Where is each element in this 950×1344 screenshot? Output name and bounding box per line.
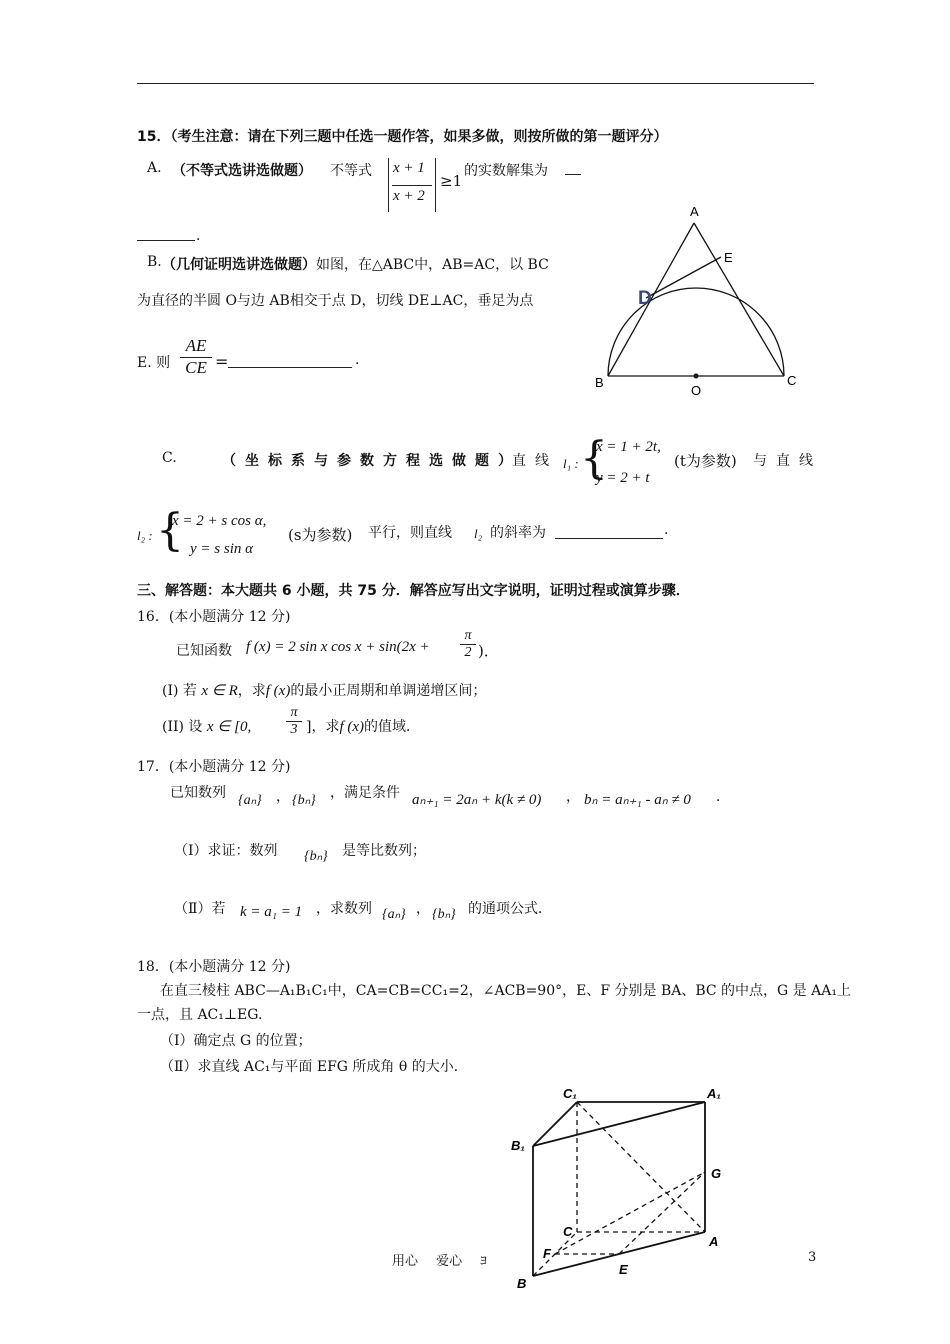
l2-param: (s为参数)	[288, 526, 353, 544]
q17-given-b: ，满足条件	[330, 785, 400, 801]
q15c-end: .	[664, 522, 669, 538]
q15-header: 15．（考生注意：请在下列三题中任选一题作答，如果多做，则按所做的第一题评分）	[137, 129, 668, 145]
q15b-eq: =	[215, 352, 229, 371]
label-c: C	[563, 1224, 573, 1239]
edge-b1-a1	[533, 1102, 705, 1146]
prism-figure	[505, 1080, 750, 1295]
q16-p2-a: (II) 设	[162, 719, 203, 735]
q16-p2-e: 的值域．	[364, 719, 421, 735]
abs-numerator: x + 1	[393, 160, 425, 176]
q15c-label: C.	[162, 450, 177, 466]
q15c-text2: 与直线	[753, 453, 822, 469]
q17-dot: ．	[716, 789, 730, 805]
l2-ref: l₂	[474, 526, 483, 541]
q16-close: )．	[478, 642, 499, 660]
label-b-prism: B	[517, 1276, 527, 1291]
q16-pi-over-3	[286, 705, 302, 738]
q18-part1: （Ⅰ）确定点 G 的位置；	[160, 1033, 312, 1049]
q17-p2-b: k = a₁ = 1	[240, 904, 303, 920]
q17-condition-1: aₙ₊₁ = 2aₙ + k(k ≠ 0)	[412, 792, 542, 808]
q15a-blank-1	[565, 174, 581, 175]
q18-title: 18．(本小题满分 12 分)	[137, 959, 291, 975]
q15b-line2: 为直径的半圆 O与边 AB相交于点 D，切线 DE⊥AC，垂足为点	[137, 293, 534, 309]
fraction-denominator: CE	[185, 358, 207, 377]
q18-line2: 一点，且 AC₁⊥EG.	[137, 1007, 263, 1023]
q17-p2-a: （Ⅱ）若	[174, 901, 226, 917]
label-o: O	[691, 383, 702, 398]
q15a-end: .	[196, 228, 201, 244]
q17-condition-2: bₙ = aₙ₊₁ - aₙ ≠ 0	[584, 792, 691, 808]
abs-bars	[388, 158, 436, 212]
ae-ce-fraction	[180, 336, 212, 378]
abs-denominator: x + 2	[393, 188, 425, 204]
q15b-e-prefix: E. 则	[137, 355, 171, 371]
l2-row2: y = s sin α	[190, 541, 253, 557]
q17-p1-b: {bₙ}	[304, 849, 328, 864]
q17-an: {aₙ}	[238, 793, 262, 808]
l1-brace: {	[580, 433, 608, 484]
q16-pi-over-2	[460, 628, 476, 661]
q17-p2-e: ，	[416, 901, 430, 917]
q15a-type: （不等式选讲选做题）	[172, 163, 312, 179]
label-c1: C₁	[563, 1086, 577, 1101]
l1-row1: x = 1 + 2t,	[596, 439, 661, 455]
q16-p1-e: 的最小正周期和单调递增区间；	[290, 683, 487, 699]
q17-p2-f: {bₙ}	[432, 907, 456, 922]
label-a: A	[690, 204, 699, 219]
header-rule	[137, 83, 814, 84]
q17-title: 17．(本小题满分 12 分)	[137, 759, 291, 775]
q15a-text1: 不等式	[330, 163, 372, 179]
q16-p2-c: ]，求	[306, 719, 340, 735]
triangle-semicircle-figure	[590, 200, 810, 405]
q15b-blank	[228, 367, 352, 368]
q16-p2-b: x ∈ [0,	[206, 719, 252, 735]
l1-label: l₁ :	[563, 456, 579, 471]
q16-p1-b: x ∈ R	[201, 683, 238, 699]
l2-row1: x = 2 + s cos α,	[172, 513, 267, 529]
q15c-blank	[555, 538, 663, 539]
q17-p1-a: （Ⅰ）求证：数列	[174, 843, 278, 859]
center-point-o	[694, 374, 699, 379]
q16-function: f (x) = 2 sin x cos x + sin(2x +	[246, 639, 430, 655]
q17-sep: ，	[276, 789, 290, 805]
q16-p2-d: f (x)	[339, 719, 365, 735]
q15b-label: B.	[147, 254, 162, 270]
q16-p1-d: f (x)	[265, 683, 291, 699]
l1-param: (t为参数)	[674, 452, 737, 470]
q15b-type: （几何证明选讲选做题）	[162, 257, 316, 273]
q15a-blank-2	[137, 240, 195, 241]
q17-p1-c: 是等比数列；	[342, 843, 426, 859]
fraction-numerator: AE	[180, 336, 212, 358]
q15c-text1: 直线	[512, 453, 558, 469]
page-number: 3	[808, 1250, 817, 1265]
q17-bn: {bₙ}	[292, 793, 316, 808]
q15a-ge: ≥1	[440, 172, 463, 190]
segment-ac1	[577, 1102, 705, 1232]
q16-p1-c: ，求	[237, 683, 266, 699]
q18-part2: （Ⅱ）求直线 AC₁与平面 EFG 所成角 θ 的大小．	[160, 1059, 468, 1075]
l2-brace: {	[156, 505, 184, 556]
q16-pi: π	[460, 628, 476, 645]
segment-eg	[619, 1172, 705, 1254]
l2-label: l₂ :	[137, 528, 153, 543]
tangent-de	[646, 257, 721, 298]
q15c-text4: 的斜率为	[490, 525, 546, 541]
l1-row2: y = 2 + t	[596, 470, 650, 486]
label-c: C	[787, 373, 797, 388]
label-b1: B₁	[511, 1138, 525, 1153]
label-e-prism: E	[619, 1262, 628, 1277]
q16-two: 2	[464, 645, 472, 660]
q17-p2-g: 的通项公式．	[468, 901, 552, 917]
segment-ac	[694, 223, 784, 376]
section3-heading: 三、解答题：本大题共 6 小题，共 75 分．解答应写出文字说明，证明过程或演算步骤．	[137, 583, 690, 599]
label-g: G	[711, 1166, 722, 1181]
edge-b1-c1	[533, 1102, 577, 1146]
q15a-text2: 的实数解集为	[464, 163, 548, 179]
q17-given-a: 已知数列	[170, 785, 226, 801]
q16-p1-a: (I) 若	[162, 683, 197, 699]
q18-line1: 在直三棱柱 ABC—A₁B₁C₁中，CA=CB=CC₁=2，∠ACB=90°，E、F 分别是 BA、BC 的中点，G 是 AA₁上	[160, 983, 851, 999]
q17-comma: ，	[566, 789, 580, 805]
label-a1: A₁	[707, 1086, 721, 1101]
q16-p2-three: 3	[290, 722, 298, 737]
q17-p2-d: {aₙ}	[382, 907, 406, 922]
label-b: B	[595, 375, 604, 390]
label-f: F	[543, 1246, 551, 1261]
label-d: D	[638, 288, 652, 309]
label-e: E	[724, 250, 733, 265]
q15c-text3: 平行，则直线	[368, 525, 452, 541]
q15b-line1: 如图，在△ABC中，AB=AC，以 BC	[316, 257, 549, 273]
label-a-prism: A	[709, 1234, 719, 1249]
q15a-label: A.	[147, 160, 162, 176]
q16-p2-pi: π	[286, 705, 302, 722]
q15c-type: （坐标系与参数方程选做题）	[222, 453, 521, 469]
q15b-end: .	[355, 352, 360, 368]
footer-text: 用心 爱心 ﾖ	[392, 1254, 487, 1269]
q16-title: 16．(本小题满分 12 分)	[137, 609, 291, 625]
q16-given: 已知函数	[176, 643, 232, 659]
abs-fraction-bar	[392, 185, 432, 186]
q17-p2-c: ，求数列	[316, 901, 372, 917]
